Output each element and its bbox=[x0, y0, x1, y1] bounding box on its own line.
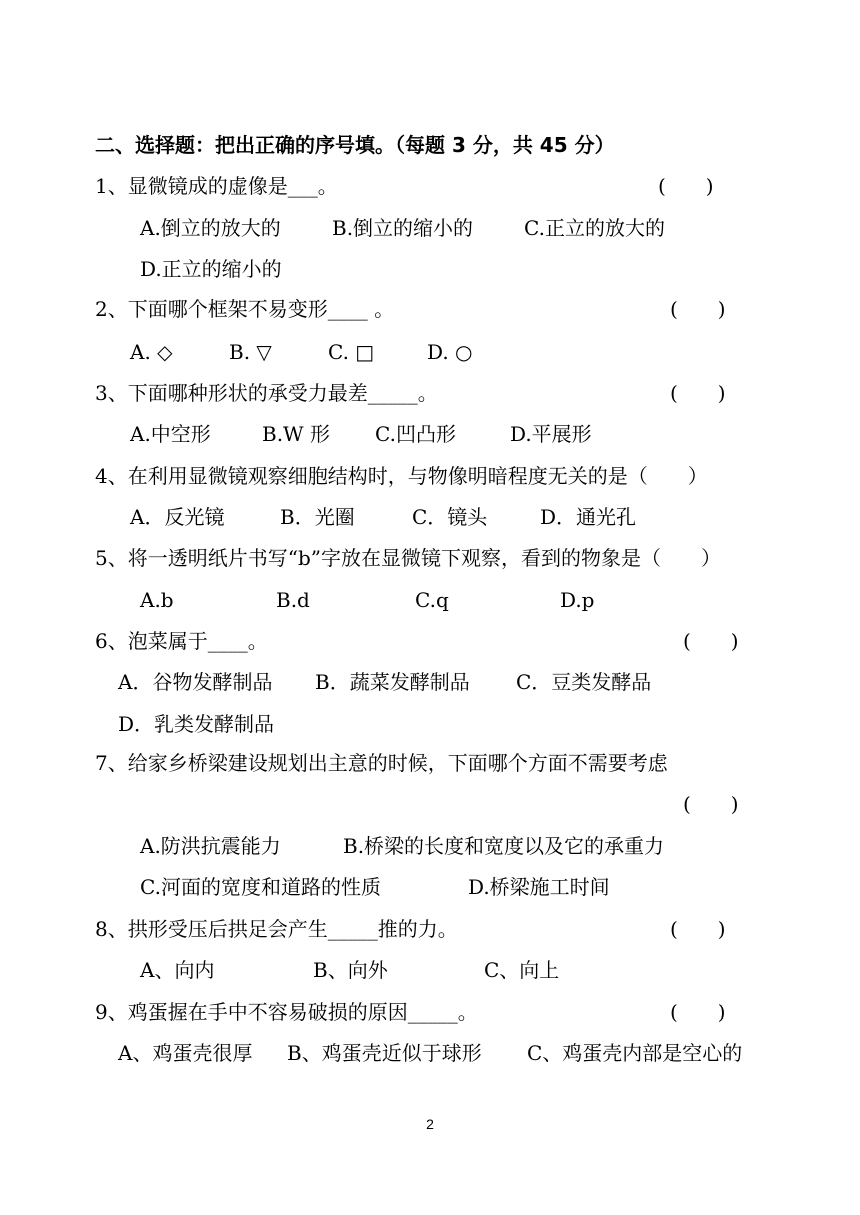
question-6-option-d: D．乳类发酵制品 bbox=[118, 712, 275, 736]
question-2-option-a: A. ◇ bbox=[130, 340, 173, 364]
question-2-option-b: B. ▽ bbox=[229, 340, 272, 364]
question-3-option-d: D.平展形 bbox=[510, 422, 592, 446]
question-4-option-c: C．镜头 bbox=[412, 505, 488, 529]
question-8-option-c: C、向上 bbox=[484, 958, 560, 982]
question-6-option-a: A．谷物发酵制品 bbox=[118, 670, 273, 694]
question-4-option-d: D．通光孔 bbox=[540, 505, 637, 529]
question-7-option-d: D.桥梁施工时间 bbox=[468, 875, 610, 899]
question-2-option-c: C. □ bbox=[328, 340, 375, 364]
question-2-option-d: D. ○ bbox=[427, 340, 473, 364]
question-6-stem: 6、泡菜属于____。 bbox=[95, 629, 268, 653]
question-9-option-a: A、鸡蛋壳很厚 bbox=[118, 1041, 253, 1065]
question-2-stem: 2、下面哪个框架不易变形____ 。 bbox=[95, 297, 395, 321]
question-2-answer-paren: ( ) bbox=[670, 297, 726, 321]
page-number: 2 bbox=[426, 1116, 434, 1132]
question-9-option-b: B、鸡蛋壳近似于球形 bbox=[287, 1041, 482, 1065]
question-4-option-a: A．反光镜 bbox=[130, 505, 225, 529]
section-title: 二、选择题：把出正确的序号填。（每题 3 分，共 45 分） bbox=[95, 133, 615, 157]
question-1-stem: 1、显微镜成的虚像是___。 bbox=[95, 174, 338, 198]
question-8-answer-paren: ( ) bbox=[670, 917, 726, 941]
question-5-option-d: D.p bbox=[560, 588, 595, 612]
question-8-stem: 8、拱形受压后拱足会产生_____推的力。 bbox=[95, 917, 458, 941]
question-1-option-a: A.倒立的放大的 bbox=[140, 216, 281, 240]
question-3-answer-paren: ( ) bbox=[670, 381, 726, 405]
question-1-option-b: B.倒立的缩小的 bbox=[332, 216, 474, 240]
question-4-stem: 4、在利用显微镜观察细胞结构时，与物像明暗程度无关的是（ ） bbox=[95, 464, 708, 488]
question-7-stem: 7、给家乡桥梁建设规划出主意的时候，下面哪个方面不需要考虑 bbox=[95, 751, 668, 775]
question-1-option-d: D.正立的缩小的 bbox=[140, 257, 282, 281]
question-8-option-b: B、向外 bbox=[313, 958, 388, 982]
question-1-option-c: C.正立的放大的 bbox=[524, 216, 665, 240]
question-8-option-a: A、向内 bbox=[140, 958, 215, 982]
question-6-answer-paren: ( ) bbox=[683, 629, 739, 653]
question-6-option-b: B．蔬菜发酵制品 bbox=[315, 670, 470, 694]
question-5-option-a: A.b bbox=[140, 588, 174, 612]
question-3-option-c: C.凹凸形 bbox=[375, 422, 456, 446]
question-4-option-b: B．光圈 bbox=[280, 505, 355, 529]
question-3-stem: 3、下面哪种形状的承受力最差_____。 bbox=[95, 381, 438, 405]
question-9-answer-paren: ( ) bbox=[670, 1000, 726, 1024]
question-7-answer-paren: ( ) bbox=[683, 792, 739, 816]
question-9-stem: 9、鸡蛋握在手中不容易破损的原因_____。 bbox=[95, 1000, 478, 1024]
question-3-option-b: B.W 形 bbox=[262, 422, 330, 446]
question-7-option-b: B.桥梁的长度和宽度以及它的承重力 bbox=[343, 834, 665, 858]
question-3-option-a: A.中空形 bbox=[130, 422, 211, 446]
question-9-option-c: C、鸡蛋壳内部是空心的 bbox=[527, 1041, 743, 1065]
question-7-option-c: C.河面的宽度和道路的性质 bbox=[140, 875, 381, 899]
question-5-option-b: B.d bbox=[276, 588, 310, 612]
question-5-stem: 5、将一透明纸片书写“b”字放在显微镜下观察，看到的物象是（ ） bbox=[95, 546, 721, 570]
question-6-option-c: C．豆类发酵品 bbox=[516, 670, 652, 694]
question-5-option-c: C.q bbox=[415, 588, 449, 612]
question-1-answer-paren: ( ) bbox=[658, 174, 714, 198]
question-7-option-a: A.防洪抗震能力 bbox=[140, 834, 281, 858]
